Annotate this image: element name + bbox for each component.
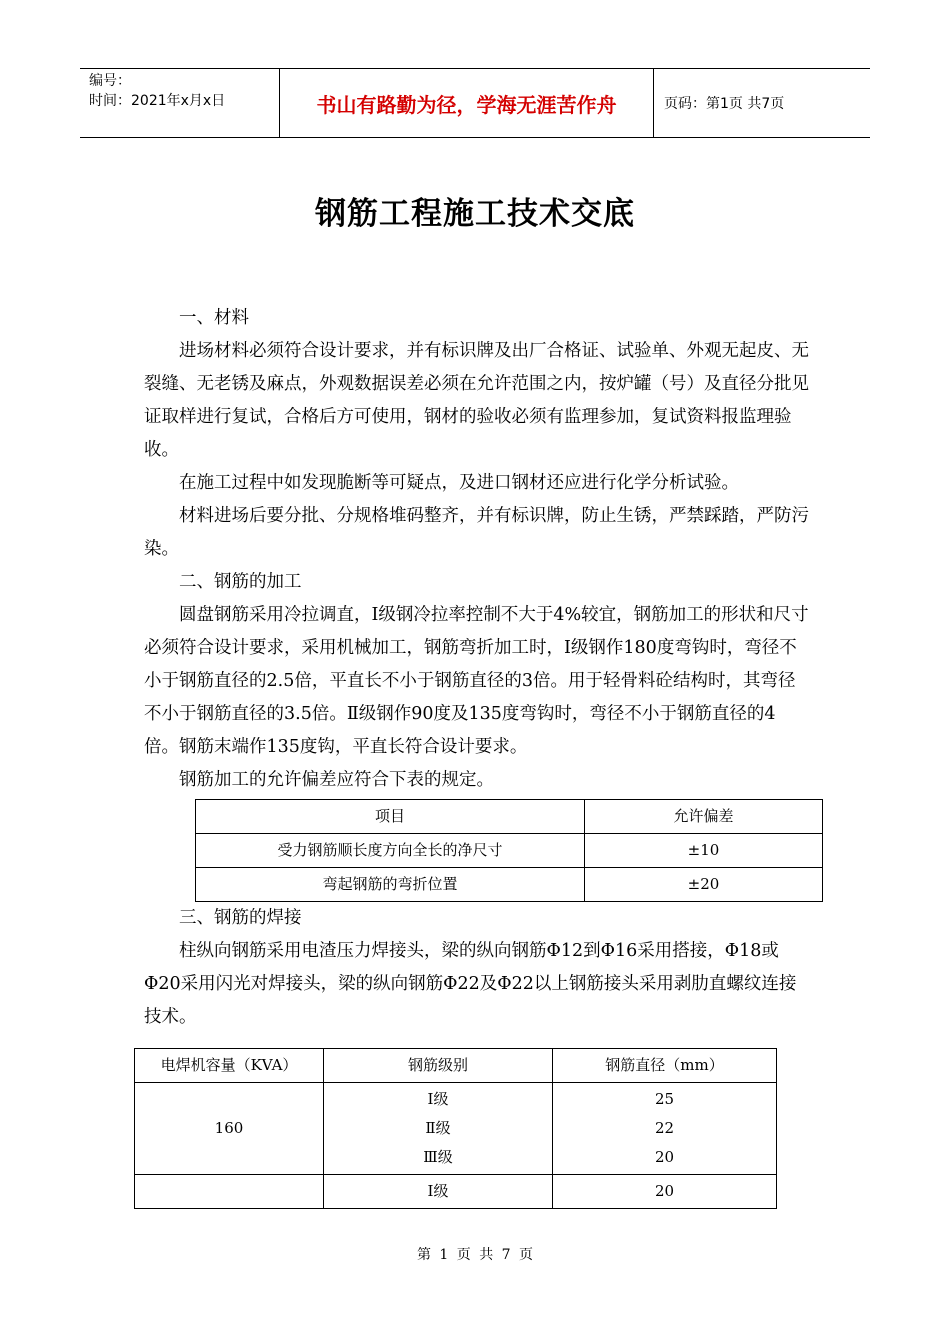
table-cell	[324, 1083, 553, 1175]
paragraph: 钢筋加工的允许偏差应符合下表的规定。	[179, 770, 494, 790]
table-row	[196, 868, 823, 902]
table-row	[135, 1175, 777, 1209]
table-cell: 160	[135, 1083, 324, 1175]
diameter-value: 25	[654, 1090, 675, 1108]
table-header-row	[135, 1049, 777, 1083]
table-cell	[135, 1175, 324, 1209]
tolerance-table	[195, 799, 823, 902]
document-header	[80, 68, 870, 138]
table-row	[135, 1083, 777, 1175]
table-cell	[553, 1083, 777, 1175]
table-cell: ±20	[585, 868, 823, 902]
time-label: 时间：2021年x月x日	[89, 93, 226, 109]
table-row	[196, 834, 823, 868]
table-header-cell: 允许偏差	[585, 800, 823, 834]
section-heading-welding: 三、钢筋的焊接	[179, 908, 302, 928]
paragraph: 柱纵向钢筋采用电渣压力焊接头，梁的纵向钢筋Φ12到Φ16采用搭接，Φ18或Φ20采用闪光对焊接头，梁的纵向钢筋Φ22及Φ22以上钢筋接头采用剥肋直螺纹连接技术。	[144, 941, 797, 1027]
table-cell: 20	[553, 1175, 777, 1209]
paragraph: 进场材料必须符合设计要求，并有标识牌及出厂合格证、试验单、外观无起皮、无裂缝、无老锈及麻点，外观数据误差必须在允许范围之内，按炉罐（号）及直径分批见证取样进行复试，合格后方可使用，钢材的验收必须有监理参加，复试资料报监理验收。	[144, 341, 809, 460]
paragraph: 圆盘钢筋采用冷拉调直，Ⅰ级钢冷拉率控制不大于4%较宜，钢筋加工的形状和尺寸必须符合设计要求，采用机械加工，钢筋弯折加工时，Ⅰ级钢作180度弯钩时，弯径不小于钢筋直径的2.5倍，平直长不小于钢筋直径的3倍。用于轻骨料砼结构时，其弯径不小于钢筋直径的3.5倍。Ⅱ级钢作90度及135度弯钩时，弯径不小于钢筋直径的4倍。钢筋末端作135度钩，平直长符合设计要求。	[144, 605, 809, 757]
table-header-cell: 钢筋直径（mm）	[553, 1049, 777, 1083]
header-meta	[80, 69, 280, 137]
grade-value: Ⅲ级	[423, 1148, 453, 1166]
table-header-row	[196, 800, 823, 834]
table-cell: ±10	[585, 834, 823, 868]
grade-value: Ⅱ级	[425, 1119, 451, 1137]
header-motto: 书山有路勤为径，学海无涯苦作舟	[280, 69, 654, 137]
table-cell: 弯起钢筋的弯折位置	[196, 868, 585, 902]
diameter-value: 20	[654, 1148, 675, 1166]
diameter-value: 22	[654, 1119, 675, 1137]
table-header-cell: 钢筋级别	[324, 1049, 553, 1083]
grade-value: Ⅰ级	[427, 1090, 449, 1108]
document-body	[144, 302, 809, 1209]
document-title: 钢筋工程施工技术交底	[315, 196, 635, 232]
section-heading-materials: 一、材料	[179, 308, 249, 328]
number-label: 编号：	[89, 73, 131, 89]
welding-table	[134, 1048, 777, 1209]
section-heading-processing: 二、钢筋的加工	[179, 572, 302, 592]
page-footer: 第 1 页 共 7 页	[416, 1247, 534, 1263]
header-page-info: 页码：第1页 共7页	[664, 96, 785, 112]
table-cell: Ⅰ级	[324, 1175, 553, 1209]
paragraph: 材料进场后要分批、分规格堆码整齐，并有标识牌，防止生锈，严禁踩踏，严防污染。	[144, 506, 809, 559]
table-header-cell: 电焊机容量（KVA）	[135, 1049, 324, 1083]
paragraph: 在施工过程中如发现脆断等可疑点，及进口钢材还应进行化学分析试验。	[179, 473, 739, 493]
table-cell: 受力钢筋顺长度方向全长的净尺寸	[196, 834, 585, 868]
table-header-cell: 项目	[196, 800, 585, 834]
